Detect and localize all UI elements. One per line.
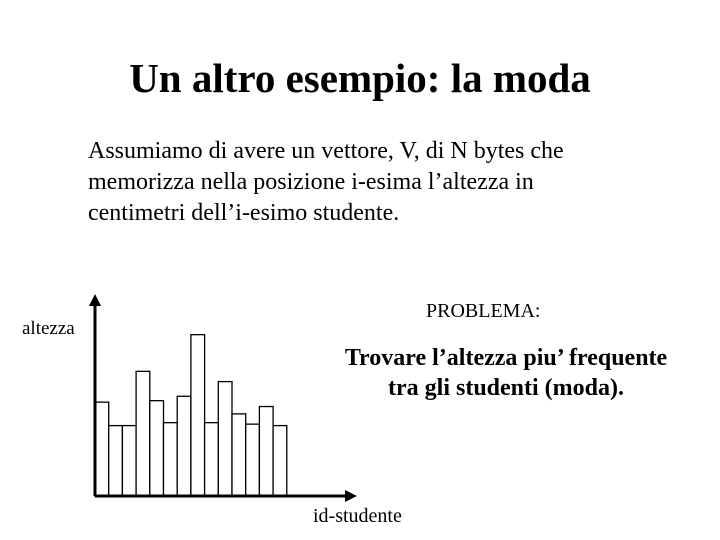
height-bar-chart xyxy=(0,280,402,540)
x-axis-arrow xyxy=(345,490,357,502)
bar xyxy=(246,424,260,496)
bar xyxy=(136,371,150,496)
bar xyxy=(205,423,219,496)
problem-statement xyxy=(296,343,716,403)
bar xyxy=(177,396,191,496)
description-text xyxy=(88,136,688,229)
bar xyxy=(95,402,109,496)
problem-line: tra gli studenti (moda). xyxy=(388,375,624,401)
x-axis-label: id-studente xyxy=(313,505,402,527)
bar xyxy=(150,401,164,496)
slide-title: Un altro esempio: la moda xyxy=(129,55,591,101)
bar xyxy=(109,426,123,496)
bar xyxy=(191,335,205,496)
bar xyxy=(232,414,246,496)
bar xyxy=(218,382,232,496)
bar xyxy=(273,426,287,496)
bar xyxy=(259,407,273,496)
bar-group xyxy=(95,335,287,496)
y-axis-arrow xyxy=(89,294,101,306)
problem-line: Trovare l’altezza piu’ frequente xyxy=(344,345,668,371)
bar xyxy=(164,423,178,496)
description-line: memorizza nella posizione i-esima l’altezza in xyxy=(88,169,534,195)
bar xyxy=(122,426,136,496)
y-axis-label: altezza xyxy=(22,318,75,339)
description-line: centimetri dell’i-esimo studente. xyxy=(88,200,400,226)
description-line: Assumiamo di avere un vettore, V, di N bytes che xyxy=(88,138,564,164)
problem-heading: PROBLEMA: xyxy=(426,300,541,322)
